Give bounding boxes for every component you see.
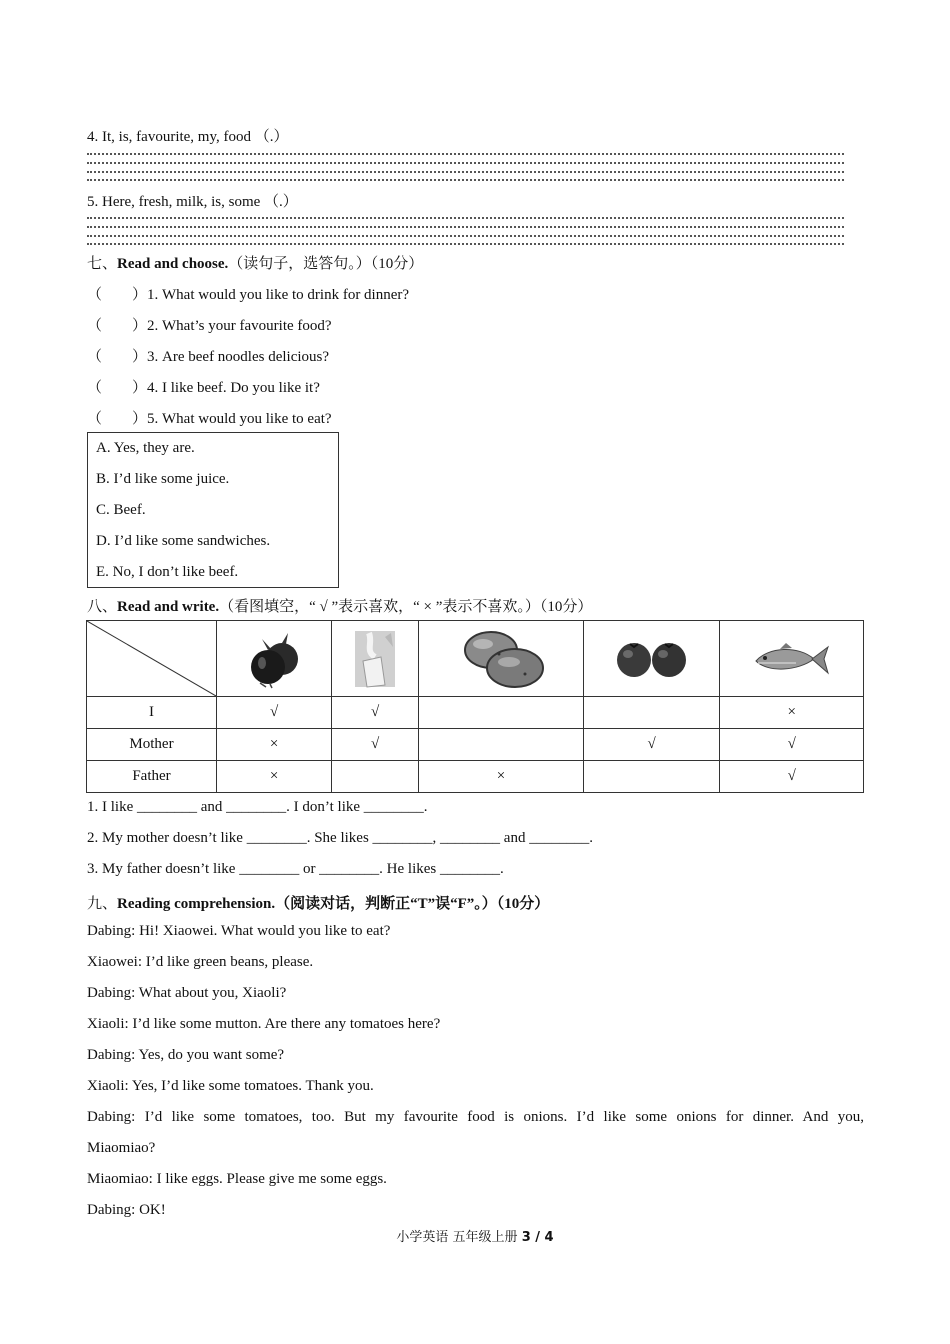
table-row bbox=[87, 697, 864, 729]
mark-cell[interactable]: × bbox=[217, 761, 332, 793]
food-fish bbox=[720, 621, 864, 697]
choice-question: （ ）5. What would you like to eat? bbox=[87, 411, 332, 427]
mark-cell[interactable] bbox=[583, 697, 719, 729]
section-7-heading: 七、Read and choose.（读句子，选答句。）（10分） bbox=[87, 256, 424, 272]
answer-line[interactable] bbox=[87, 179, 844, 181]
mark-cell[interactable]: √ bbox=[720, 729, 864, 761]
mark-cell[interactable] bbox=[419, 729, 584, 761]
food-onion bbox=[217, 621, 332, 697]
answer-paren[interactable]: （ ） bbox=[87, 318, 148, 334]
answer-paren[interactable]: （ ） bbox=[87, 287, 148, 303]
choice-question: （ ）3. Are beef noodles delicious? bbox=[87, 349, 330, 365]
answer-paren[interactable]: （ ） bbox=[87, 380, 148, 396]
option: E. No, I don’t like beef. bbox=[96, 564, 239, 580]
fill-sentence[interactable]: 2. My mother doesn’t like ________. She likes ________, ________ and ________. bbox=[87, 830, 593, 846]
option: A. Yes, they are. bbox=[96, 440, 195, 456]
mark-cell[interactable]: × bbox=[720, 697, 864, 729]
dialogue-line: Miaomiao? bbox=[87, 1140, 156, 1156]
table-row bbox=[87, 729, 864, 761]
mark-cell[interactable]: √ bbox=[217, 697, 332, 729]
dialogue-line: Dabing: What about you, Xiaoli? bbox=[87, 985, 287, 1001]
potato-icon bbox=[455, 626, 547, 692]
preference-table bbox=[86, 620, 864, 793]
mark-cell[interactable]: √ bbox=[720, 761, 864, 793]
answer-line[interactable] bbox=[87, 243, 844, 245]
mark-cell[interactable]: √ bbox=[332, 697, 419, 729]
food-milk bbox=[332, 621, 419, 697]
mark-cell[interactable] bbox=[419, 697, 584, 729]
milk-icon bbox=[351, 627, 399, 691]
choice-question: （ ）1. What would you like to drink for dinner? bbox=[87, 287, 410, 303]
choice-question: （ ）2. What’s your favourite food? bbox=[87, 318, 332, 334]
section-9-heading: 九、Reading comprehension.（阅读对话，判断正“T”误“F”。）（10分） bbox=[87, 896, 550, 912]
answer-line[interactable] bbox=[87, 217, 844, 219]
question-4: 4. It, is, favourite, my, food （.） bbox=[87, 129, 289, 145]
mark-cell[interactable]: × bbox=[217, 729, 332, 761]
fill-sentence[interactable]: 3. My father doesn’t like ________ or ________. He likes ________. bbox=[87, 861, 504, 877]
mark-cell[interactable] bbox=[583, 761, 719, 793]
tomato-icon bbox=[614, 634, 690, 684]
mark-cell[interactable]: √ bbox=[583, 729, 719, 761]
options-box bbox=[87, 432, 339, 588]
answer-paren[interactable]: （ ） bbox=[87, 411, 148, 427]
option: B. I’d like some juice. bbox=[96, 471, 230, 487]
dialogue-line: Dabing: OK! bbox=[87, 1202, 166, 1218]
page-number: 3 / 4 bbox=[521, 1230, 554, 1245]
dialogue-line: Dabing: Hi! Xiaowei. What would you like to eat? bbox=[87, 923, 391, 939]
answer-line[interactable] bbox=[87, 235, 844, 237]
page-footer: 小学英语 五年级上册 3 / 4 bbox=[396, 1230, 554, 1245]
dialogue-line: Xiaoli: Yes, I’d like some tomatoes. Thank you. bbox=[87, 1078, 374, 1094]
row-label: Mother bbox=[87, 729, 217, 761]
dialogue-line: Dabing: I’d like some tomatoes, too. But my favourite food is onions. I’d like some onions for dinner. And you, bbox=[87, 1109, 864, 1125]
mark-cell[interactable]: × bbox=[419, 761, 584, 793]
dialogue-line: Miaomiao: I like eggs. Please give me some eggs. bbox=[87, 1171, 387, 1187]
dialogue-line: Dabing: Yes, do you want some? bbox=[87, 1047, 285, 1063]
row-label: Father bbox=[87, 761, 217, 793]
section-8-heading: 八、Read and write.（看图填空，“ √ ”表示喜欢，“ × ”表示不喜欢。）（10分） bbox=[87, 599, 593, 615]
table-row bbox=[87, 761, 864, 793]
dialogue-line: Xiaoli: I’d like some mutton. Are there any tomatoes here? bbox=[87, 1016, 441, 1032]
fish-icon bbox=[752, 637, 832, 681]
row-label: I bbox=[87, 697, 217, 729]
mark-cell[interactable] bbox=[332, 761, 419, 793]
choice-question: （ ）4. I like beef. Do you like it? bbox=[87, 380, 320, 396]
answer-line[interactable] bbox=[87, 226, 844, 228]
option: D. I’d like some sandwiches. bbox=[96, 533, 271, 549]
answer-line[interactable] bbox=[87, 153, 844, 155]
answer-line[interactable] bbox=[87, 162, 844, 164]
onion-icon bbox=[242, 627, 306, 691]
answer-line[interactable] bbox=[87, 171, 844, 173]
food-potato bbox=[419, 621, 584, 697]
dialogue-line: Xiaowei: I’d like green beans, please. bbox=[87, 954, 314, 970]
question-5: 5. Here, fresh, milk, is, some （.） bbox=[87, 194, 298, 210]
option: C. Beef. bbox=[96, 502, 146, 518]
fill-sentence[interactable]: 1. I like ________ and ________. I don’t like ________. bbox=[87, 799, 428, 815]
food-tomato bbox=[583, 621, 719, 697]
answer-paren[interactable]: （ ） bbox=[87, 349, 148, 365]
mark-cell[interactable]: √ bbox=[332, 729, 419, 761]
diagonal-cell bbox=[87, 621, 217, 697]
